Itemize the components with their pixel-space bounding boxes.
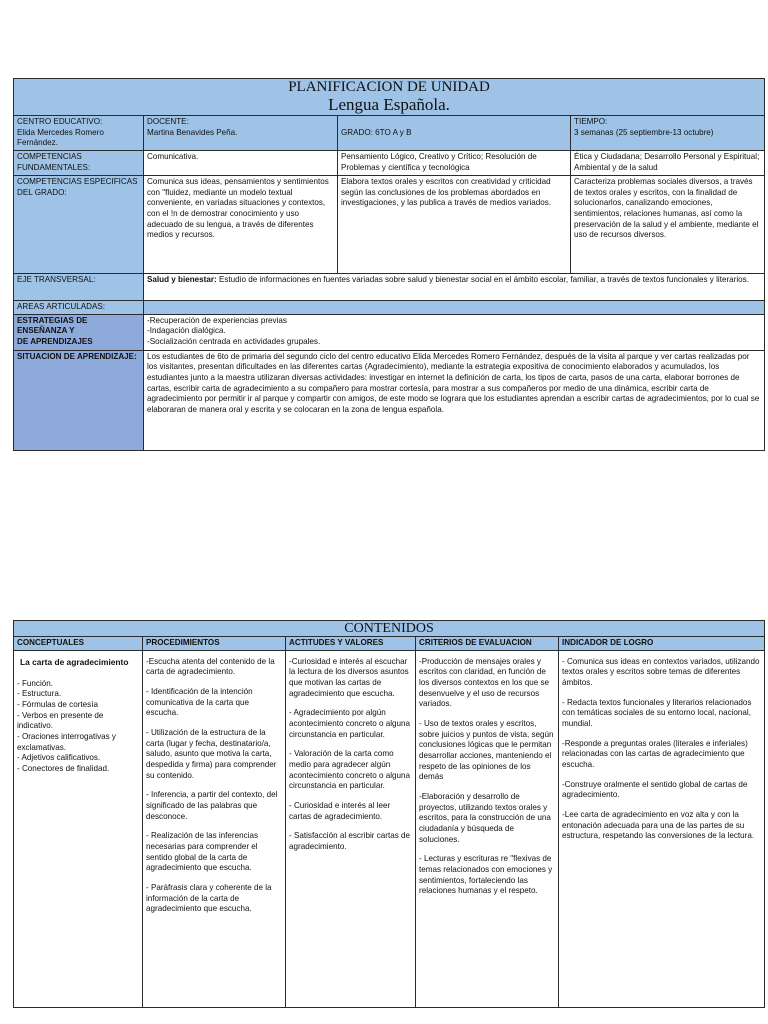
competencia-fundamental-2: Pensamiento Lógico, Creativo y Crítico; Resolución de Problemas y científica y tecnológica: [338, 151, 571, 176]
docente-value: Martina Benavides Peña.: [147, 127, 238, 137]
procedimiento-4: - Inferencia, a partir del contexto, del significado de las palabras que desconoce.: [146, 790, 278, 821]
contenidos-table: [13, 620, 765, 1008]
competencia-especifica-1: Comunica sus ideas, pensamientos y sentimientos con "fluidez, mediante un modelo textual conveniente, en variadas situaciones y contextos, con el !n de demostrar conocimiento y uso adecuado de su lengua, a través de diferentes medios y recursos.: [144, 176, 338, 274]
situacion-label: SITUACION DE APRENDIZAJE:: [14, 350, 144, 450]
conceptuales-title: La carta de agradecimiento: [20, 656, 129, 667]
actitud-2: - Agradecimiento por algún acontecimiento concreto o alguna circunstancia en particular.: [289, 708, 411, 739]
criterio-1: -Producción de mensajes orales y escritos con claridad, en función de los diversos contextos en los que se desenvuelve y el uso de recursos variados.: [419, 656, 550, 709]
procedimiento-3: - Utilización de la estructura de la carta (lugar y fecha, destinatario/a, saludo, asunto que motiva la carta, despedida y firma) para comprender su contenido.: [146, 728, 277, 780]
competencia-fundamental-3: Ética y Ciudadana; Desarrollo Personal y Espiritual; Ambiental y de la salud: [571, 151, 765, 176]
criterio-4: - Lecturas y escrituras re "flexivas de temas relacionados con emociones y sentimientos, fortaleciendo las relaciones humanas y el respeto.: [419, 854, 553, 896]
actitud-4: - Curiosidad e interés al leer cartas de agradecimiento.: [289, 801, 391, 821]
tiempo-label: TIEMPO:: [574, 117, 608, 126]
actitud-3: - Valoración de la carta como medio para agradecer algún acontecimiento concreto o alguna circunstancia en particular.: [289, 749, 411, 791]
estrategias-value: -Recuperación de experiencias previas -Indagación dialógica. -Socialización centrada en actividades grupales.: [144, 314, 765, 350]
actitud-5: - Satisfacción al escribir cartas de agradecimiento.: [289, 831, 411, 852]
competencia-especifica-3: Caracteriza problemas sociales diversos, a través de textos orales y escritos, con la finalidad de solucionarlos, canalizando emociones, sentimientos, relaciones humanas, así como la preservación de la salud y el ambiente, mediante el uso de recursos diversos.: [571, 176, 765, 274]
grado-cell: [338, 116, 571, 151]
centro-cell: [14, 116, 144, 151]
contenidos-title: CONTENIDOS: [14, 621, 765, 637]
criterios-cell: [416, 650, 559, 1007]
procedimiento-1: -Escucha atenta del contenido de la carta de agradecimiento.: [146, 656, 275, 677]
indicador-2: - Redacta textos funcionales y literarios relacionados con temáticas sociales de su entorno local, nacional, mundial.: [562, 697, 752, 729]
tiempo-cell: [571, 116, 765, 151]
eje-text: Estudio de informaciones en fuentes variadas sobre salud y bienestar social en el ámbito escolar, familiar, a través de textos funcionales y literarios.: [216, 275, 749, 285]
areas-label: AREAS ARTICULADAS:: [14, 301, 144, 315]
procedimientos-cell: [143, 650, 286, 1007]
header-indicador: INDICADOR DE LOGRO: [559, 637, 765, 651]
conceptuales-cell: [14, 650, 143, 1007]
procedimiento-6: - Paráfrasis clara y coherente de la información de la carta de agradecimiento que escucha.: [146, 883, 272, 914]
eje-value: [144, 274, 765, 301]
indicador-cell: [559, 650, 765, 1007]
centro-value: Elida Mercedes Romero Fernández.: [17, 127, 104, 148]
header-conceptuales: CONCEPTUALES: [14, 637, 143, 651]
situacion-value: Los estudiantes de 6to de primaria del segundo ciclo del centro educativo Elida Mercedes Romero Fernández, después de la visita al parque y ver cartas realizadas por los visitantes, presentan dificultades en las diferentes cartas (Agradecimiento), mediante la estrategia expositiva de conocimiento elaborados y acumulados, los estudiantes junto a la maestra utilizaran diversas actividades: investigar en internet la definición de carta, los tipos de carta, pasos de una carta, elaborar borrones de cartas, escribir carta de agradecimiento a su compañero para mostrar cortesía, para mostrar a sus compañeros por medio de una dinámica, escribir carta de agradecimiento por permitir ir al parque y compartir con amigos, de este modo se lograra que los estudiantes aprendan a escribir cartas de agradecimientos, por lo cual se elaboraran de manera oral y escrita y se colocaran en la zona de lengua española.: [144, 350, 765, 450]
areas-value: [144, 301, 765, 315]
header-actitudes: ACTITUDES Y VALORES: [286, 637, 416, 651]
indicador-3: -Responde a preguntas orales (literales e inferiales) relacionadas con las cartas de agradecimiento que escucha.: [562, 738, 748, 770]
competencias-especificas-label: COMPETENCIAS ESPECIFICAS DEL GRADO:: [14, 176, 144, 274]
estrategias-label: ESTRATEGIAS DE ENSEÑANZA Y DE APRENDIZAJES: [14, 314, 144, 350]
competencia-especifica-2: Elabora textos orales y escritos con creatividad y criticidad según las conclusiones de los problemas abordados en investigaciones, y las publica a través de medios variados.: [338, 176, 571, 274]
indicador-5: -Lee carta de agradecimiento en voz alta y con la entonación adecuada para una de las partes de su estructura, respetando las conversiones de la lectura.: [562, 810, 755, 841]
planificacion-subject: Lengua Española.: [328, 95, 450, 114]
indicador-4: -Construye oralmente el sentido global de cartas de agradecimiento.: [562, 779, 748, 800]
conceptuales-items: - Función. - Estructura. - Fórmulas de cortesía - Verbos en presente de indicativo. - Oraciones interrogativas y exclamativas. - Adjetivos calificativos. - Conectores de finalidad.: [17, 678, 116, 774]
centro-label: CENTRO EDUCATIVO:: [17, 117, 103, 126]
actitudes-cell: [286, 650, 416, 1007]
criterio-3: -Elaboración y desarrollo de proyectos, utilizando textos orales y escritos, para la construcción de una ciudadanía y búsqueda de soluciones.: [419, 792, 551, 844]
planificacion-title: PLANIFICACION DE UNIDAD: [288, 79, 490, 95]
indicador-1: - Comunica sus ideas en contextos variados, utilizando textos orales y escritos sobre temas de diferentes ámbitos.: [562, 656, 760, 688]
planificacion-table: [13, 78, 765, 451]
procedimiento-5: - Realización de las inferencias necesarias para comprender el sentido global de la carta de agradecimiento que escucha.: [146, 831, 259, 873]
tiempo-value: 3 semanas (25 septiembre-13 octubre): [574, 127, 714, 137]
header-procedimientos: PROCEDIMIENTOS: [143, 637, 286, 651]
docente-cell: [144, 116, 338, 151]
actitud-1: -Curiosidad e interés al escuchar la lectura de los diversos asuntos que motivan las cartas de agradecimiento que escucha.: [289, 656, 409, 698]
eje-label: EJE TRANSVERSAL:: [14, 274, 144, 301]
procedimiento-2: - Identificación de la intención comunicativa de la carta que escucha.: [146, 687, 253, 718]
header-criterios: CRITERIOS DE EVALUACION: [416, 637, 559, 651]
grado-value: GRADO: 6TO A y B: [341, 127, 412, 137]
criterio-2: - Uso de textos orales y escritos, sobre juicios y puntos de vista, según conclusiones lógicas que le permitan desarrollar acciones, manteniendo el respeto de las opiniones de los demás: [419, 719, 554, 782]
competencias-fundamentales-label: COMPETENCIAS FUNDAMENTALES:: [14, 151, 144, 176]
planificacion-header: [14, 79, 765, 116]
eje-bold: Salud y bienestar:: [147, 275, 217, 285]
competencia-fundamental-1: Comunicativa.: [144, 151, 338, 176]
docente-label: DOCENTE:: [147, 117, 189, 126]
